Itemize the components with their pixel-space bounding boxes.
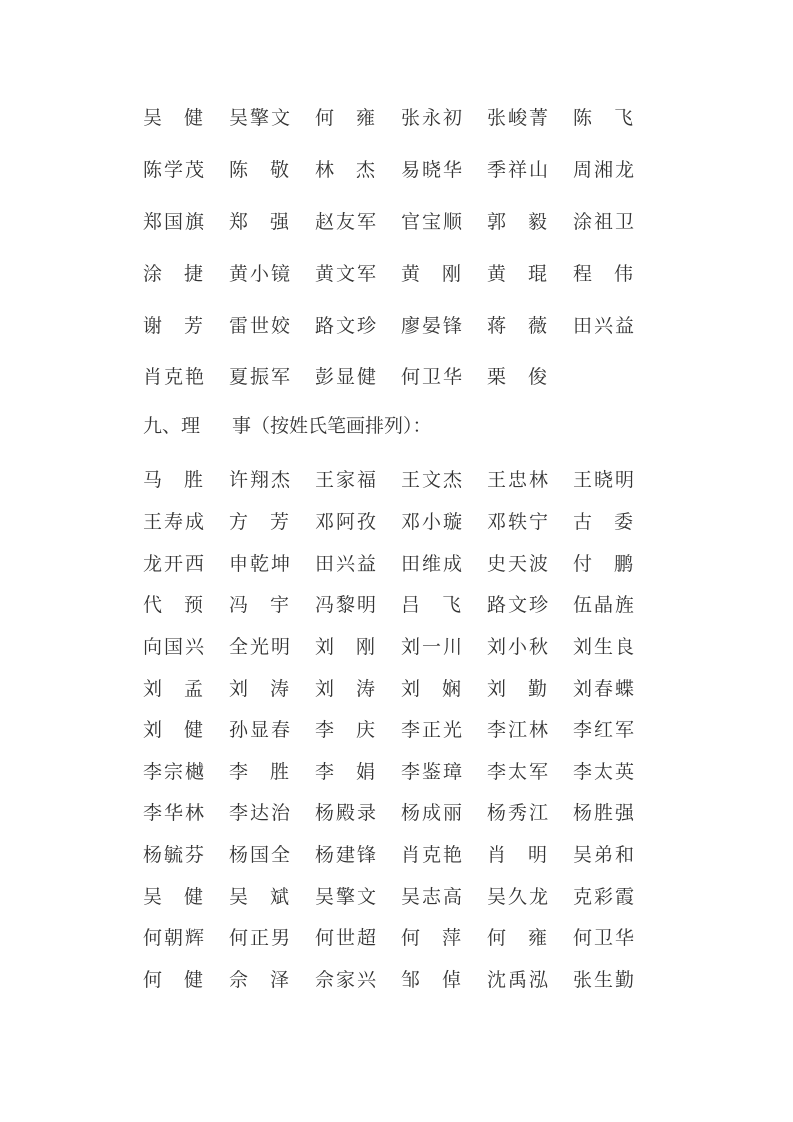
name-row [143,312,659,336]
member-name: 吴 健 [143,106,203,129]
member-name: 廖晏锋 [401,314,465,337]
name-row [143,675,659,699]
member-name: 蒋 薇 [487,314,547,337]
member-name: 肖 明 [487,843,547,866]
member-name: 邹 倬 [401,968,461,991]
member-name: 黄 刚 [401,262,461,285]
member-name: 王晓明 [573,468,637,491]
member-name: 吴擎文 [315,885,379,908]
name-row [143,363,573,387]
name-row [143,508,659,532]
member-name: 郑国旗 [143,210,207,233]
member-name: 吕 飞 [401,593,461,616]
name-row [143,924,659,948]
member-name: 向国兴 [143,635,207,658]
member-name: 黄小镜 [229,262,293,285]
member-name: 易晓华 [401,158,465,181]
member-name: 杨建锋 [315,843,379,866]
member-name: 杨毓芬 [143,843,207,866]
member-name: 栗 俊 [487,365,547,388]
member-name: 佘家兴 [315,968,379,991]
name-row [143,104,659,128]
member-name: 李 娟 [315,760,375,783]
member-name: 何 雍 [487,926,547,949]
member-name: 吴 斌 [229,885,289,908]
member-name: 刘生良 [573,635,637,658]
name-row [143,883,659,907]
member-name: 李宗樾 [143,760,207,783]
member-name: 郭 毅 [487,210,547,233]
member-name: 李正光 [401,718,465,741]
member-name: 刘 涛 [229,677,289,700]
name-row [143,466,659,490]
member-name: 黄文军 [315,262,379,285]
member-name: 刘 娴 [401,677,461,700]
member-name: 吴弟和 [573,843,637,866]
member-name: 伍晶旌 [573,593,637,616]
member-name: 王忠林 [487,468,551,491]
name-row [143,591,659,615]
member-name: 赵友军 [315,210,379,233]
member-name: 孙显春 [229,718,293,741]
member-name: 李太军 [487,760,551,783]
member-name: 刘 健 [143,718,203,741]
member-name: 邓小璇 [401,510,465,533]
member-name: 何卫华 [401,365,465,388]
member-name: 吴久龙 [487,885,551,908]
member-name: 吴志高 [401,885,465,908]
member-name: 郑 强 [229,210,289,233]
member-name: 刘 涛 [315,677,375,700]
member-name: 夏振军 [229,365,293,388]
member-name: 雷世姣 [229,314,293,337]
member-name: 邓阿孜 [315,510,379,533]
member-name: 官宝顺 [401,210,465,233]
member-name: 李 胜 [229,760,289,783]
member-name: 佘 泽 [229,968,289,991]
member-name: 路文珍 [487,593,551,616]
member-name: 何卫华 [573,926,637,949]
member-name: 陈 敬 [229,158,289,181]
member-name: 林 杰 [315,158,375,181]
name-row [143,550,659,574]
member-name: 刘 勤 [487,677,547,700]
member-name: 王文杰 [401,468,465,491]
member-name: 程 伟 [573,262,633,285]
member-name: 吴擎文 [229,106,293,129]
member-name: 古 委 [573,510,633,533]
member-name: 田维成 [401,552,465,575]
member-name: 沈禹泓 [487,968,551,991]
member-name: 张永初 [401,106,465,129]
member-name: 代 预 [143,593,203,616]
member-name: 涂 捷 [143,262,203,285]
member-name: 冯 宇 [229,593,289,616]
member-name: 周湘龙 [573,158,637,181]
member-name: 全光明 [229,635,293,658]
member-name: 李太英 [573,760,637,783]
member-name: 方 芳 [229,510,289,533]
name-row [143,966,659,990]
name-row [143,208,659,232]
member-name: 何 萍 [401,926,461,949]
member-name: 王家福 [315,468,379,491]
member-name: 陈学茂 [143,158,207,181]
section-heading [143,414,432,438]
member-name: 刘春蝶 [573,677,637,700]
member-name: 黄 琨 [487,262,547,285]
member-name: 刘 孟 [143,677,203,700]
member-name: 吴 健 [143,885,203,908]
member-name: 付 鹏 [573,552,633,575]
member-name: 李 庆 [315,718,375,741]
member-name: 龙开西 [143,552,207,575]
member-name: 杨成丽 [401,801,465,824]
member-name: 刘小秋 [487,635,551,658]
member-name: 何 雍 [315,106,375,129]
member-name: 邓轶宁 [487,510,551,533]
member-name: 杨秀江 [487,801,551,824]
name-row [143,260,659,284]
name-row [143,156,659,180]
member-name: 刘 刚 [315,635,375,658]
member-name: 冯黎明 [315,593,379,616]
member-name: 何朝辉 [143,926,207,949]
member-name: 史天波 [487,552,551,575]
member-name: 张生勤 [573,968,637,991]
member-name: 李华林 [143,801,207,824]
member-name: 田兴益 [315,552,379,575]
member-name: 许翔杰 [229,468,293,491]
heading-note: （按姓氏笔画排列）： [251,415,432,437]
member-name: 陈 飞 [573,106,633,129]
member-name: 张峻菁 [487,106,551,129]
member-name: 李江林 [487,718,551,741]
member-name: 杨胜强 [573,801,637,824]
member-name: 肖克艳 [401,843,465,866]
name-row [143,758,659,782]
member-name: 涂祖卫 [573,210,637,233]
member-name: 杨殿录 [315,801,379,824]
member-name: 彭显健 [315,365,379,388]
member-name: 路文珍 [315,314,379,337]
member-name: 肖克艳 [143,365,207,388]
member-name: 马 胜 [143,468,203,491]
member-name: 李鉴璋 [401,760,465,783]
member-name: 李达治 [229,801,293,824]
member-name: 申乾坤 [229,552,293,575]
name-row [143,841,659,865]
member-name: 田兴益 [573,314,637,337]
name-row [143,633,659,657]
name-row [143,716,659,740]
name-row [143,799,659,823]
member-name: 刘一川 [401,635,465,658]
member-name: 何 健 [143,968,203,991]
member-name: 谢 芳 [143,314,203,337]
heading-title: 理 事 [181,415,252,437]
heading-number: 九、 [143,415,182,437]
member-name: 何世超 [315,926,379,949]
member-name: 李红军 [573,718,637,741]
member-name: 王寿成 [143,510,207,533]
member-name: 克彩霞 [573,885,637,908]
member-name: 杨国全 [229,843,293,866]
member-name: 何正男 [229,926,293,949]
member-name: 季祥山 [487,158,551,181]
